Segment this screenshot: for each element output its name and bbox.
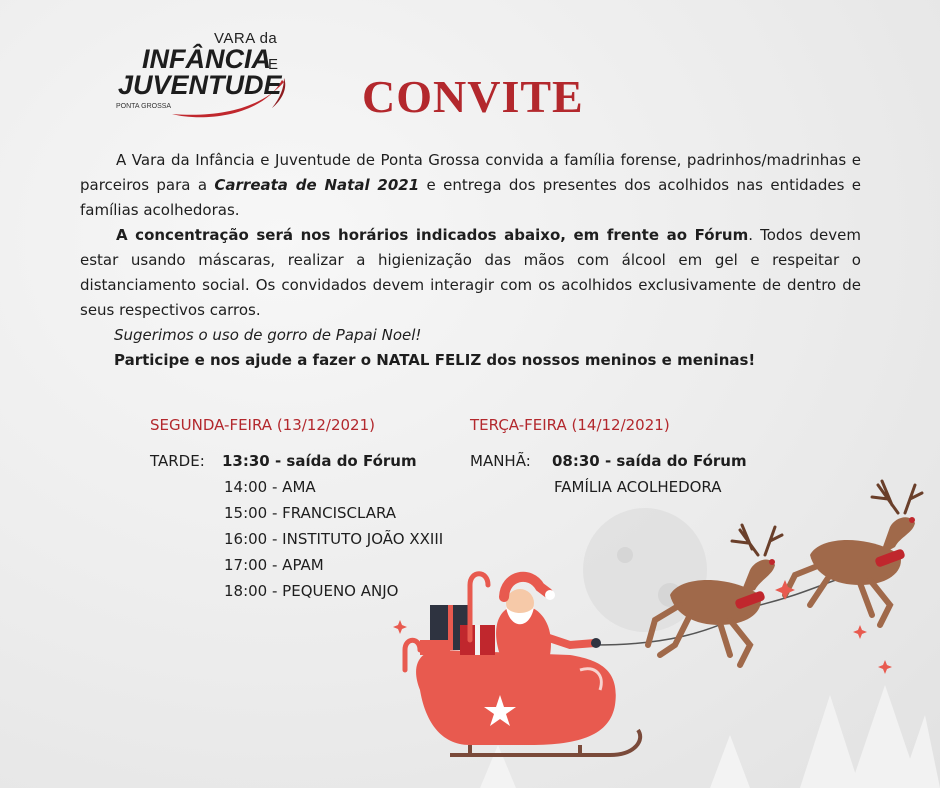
tuesday-heading: TERÇA-FEIRA (14/12/2021)	[470, 416, 670, 434]
call-to-action-text: Participe e nos ajude a fazer o NATAL FELIZ dos nossos meninos e meninas!	[114, 351, 756, 369]
paragraph-call	[80, 348, 861, 373]
intro-text-start: A Vara da Infância e Juventude de Ponta Grossa convida a família forense, padrinhos/madrinhas e parceiros para a	[80, 151, 861, 194]
logo-vara-text: VARA da	[214, 30, 278, 47]
paragraph-instructions	[80, 223, 861, 323]
logo-e-text: E	[268, 56, 279, 73]
period-label: MANHÃ:	[470, 452, 531, 470]
departure-time: 08:30 - saída do Fórum	[552, 452, 747, 470]
schedule-row: 14:00 - AMA	[224, 478, 316, 496]
suggestion-text: Sugerimos o uso de gorro de Papai Noel!	[114, 326, 422, 344]
meeting-point-text: A concentração será nos horários indicados abaixo, em frente ao Fórum	[116, 226, 749, 244]
logo-juventude-text: JUVENTUDE	[118, 70, 282, 100]
logo-city-text: PONTA GROSSA	[116, 103, 172, 110]
schedule-row: 16:00 - INSTITUTO JOÃO XXIII	[224, 530, 444, 548]
court-logo	[112, 22, 302, 122]
intro-text-end: e entrega dos presentes dos acolhidos nas entidades e famílias acolhedoras.	[80, 176, 862, 219]
safety-rules-text: . Todos devem estar usando máscaras, realizar a higienização das mãos com álcool em gel e respeitar o distanciamento social. Os convidados devem interagir com os acolhidos exclusivamente de dentro de seus respectivos carros.	[80, 226, 861, 319]
schedule-row: 15:00 - FRANCISCLARA	[224, 504, 397, 522]
paragraph-intro	[80, 148, 861, 223]
monday-heading: SEGUNDA-FEIRA (13/12/2021)	[150, 416, 375, 434]
period-label: TARDE:	[150, 452, 205, 470]
logo-infancia-text: INFÂNCIA	[142, 44, 271, 74]
paragraph-suggestion	[80, 323, 861, 348]
schedule-row: 17:00 - APAM	[224, 556, 324, 574]
departure-time: 13:30 - saída do Fórum	[222, 452, 417, 470]
event-name: Carreata de Natal 2021	[214, 176, 420, 194]
invitation-body	[80, 148, 861, 373]
schedule-row: 18:00 - PEQUENO ANJO	[224, 582, 399, 600]
santa-sleigh-reindeer-icon	[380, 455, 940, 788]
schedule-row: FAMÍLIA ACOLHEDORA	[554, 478, 722, 496]
page-title: CONVITE	[362, 71, 584, 122]
